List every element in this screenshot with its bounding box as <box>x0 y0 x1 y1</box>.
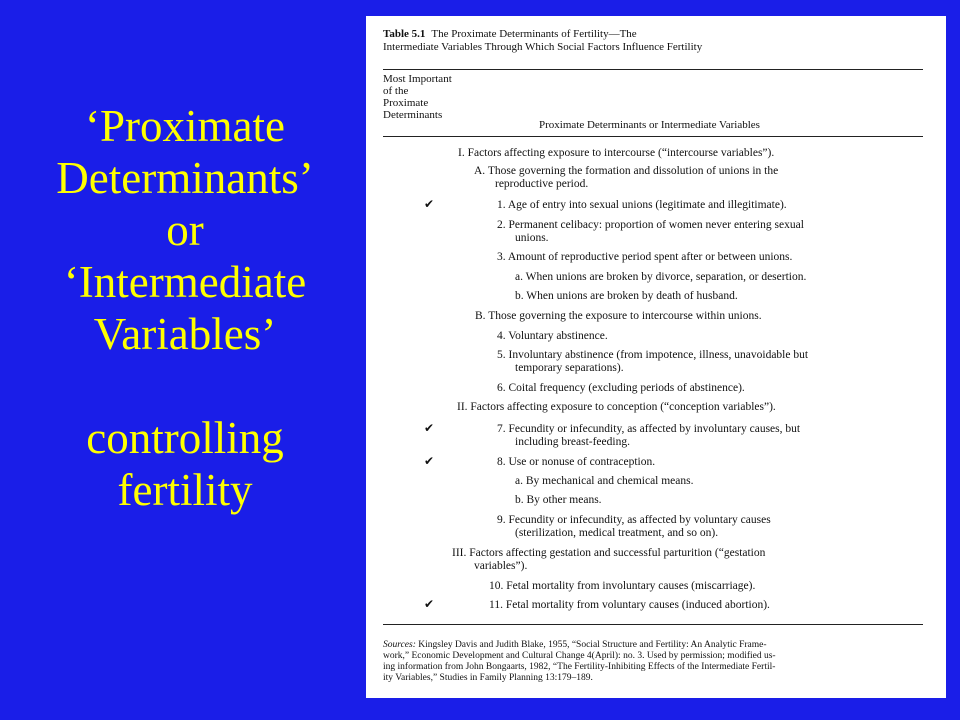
sources-note <box>383 640 931 684</box>
table-row: variables”). <box>474 560 528 572</box>
slide-title <box>0 100 370 516</box>
title-line-4: ‘Intermediate <box>63 257 307 307</box>
table-row: A. Those governing the formation and dissolution of unions in the <box>474 165 779 177</box>
top-rule <box>383 69 923 70</box>
checkmark-icon: ✔ <box>424 454 435 468</box>
table-row: II. Factors affecting exposure to conception (“conception variables”). <box>457 401 776 413</box>
title-line-1: ‘Proximate <box>85 101 285 151</box>
table-row: 7. Fecundity or infecundity, as affected by involuntary causes, but <box>497 423 801 435</box>
checkmark-icon: ✔ <box>424 421 435 435</box>
title-line-3: or <box>166 205 204 255</box>
table-scan <box>366 16 946 698</box>
table-row: 1. Age of entry into sexual unions (legitimate and illegitimate). <box>497 199 787 211</box>
table-row: b. When unions are broken by death of husband. <box>515 290 738 302</box>
sources-label: Sources: <box>383 640 416 650</box>
table-row: B. Those governing the exposure to intercourse within unions. <box>475 310 762 322</box>
table-caption <box>383 28 702 54</box>
table-row: including breast-feeding. <box>515 436 630 448</box>
table-row: 9. Fecundity or infecundity, as affected by voluntary causes <box>497 514 771 526</box>
col1-line-2: of the <box>383 85 409 97</box>
sources-line-2: work,” Economic Development and Cultural Change 4(April): no. 3. Used by permission; modified us- <box>383 651 776 661</box>
table-row: III. Factors affecting gestation and successful parturition (“gestation <box>452 547 766 559</box>
header-rule <box>383 136 923 137</box>
table-row: a. By mechanical and chemical means. <box>515 475 694 487</box>
table-number: Table 5.1 <box>383 28 426 40</box>
sources-line-3: ing information from John Bongaarts, 1982, “The Fertility-Inhibiting Effects of the Intermediate Fertil- <box>383 662 776 672</box>
table-row: unions. <box>515 232 549 244</box>
table-row: 3. Amount of reproductive period spent after or between unions. <box>497 251 793 263</box>
table-row: 10. Fetal mortality from involuntary causes (miscarriage). <box>489 580 756 592</box>
table-row: 8. Use or nonuse of contraception. <box>497 456 656 468</box>
checkmark-icon: ✔ <box>424 197 435 211</box>
caption-line-2: Intermediate Variables Through Which Social Factors Influence Fertility <box>383 41 703 53</box>
column-header-important <box>383 73 452 121</box>
table-row: reproductive period. <box>495 178 589 190</box>
table-row: 11. Fetal mortality from voluntary causes (induced abortion). <box>489 599 770 611</box>
table-row: 5. Involuntary abstinence (from impotence, illness, unavoidable but <box>497 349 809 361</box>
table-row: b. By other means. <box>515 494 602 506</box>
table-row: (sterilization, medical treatment, and so on). <box>515 527 719 539</box>
table-row: temporary separations). <box>515 362 624 374</box>
title-line-6: controlling <box>86 413 284 463</box>
title-line-2: Determinants’ <box>56 153 314 203</box>
checkmark-icon: ✔ <box>424 597 435 611</box>
col1-line-1: Most Important <box>383 73 452 85</box>
sources-line-1: Kingsley Davis and Judith Blake, 1955, “Social Structure and Fertility: An Analytic Frame- <box>418 640 767 650</box>
table-row: 6. Coital frequency (excluding periods of abstinence). <box>497 382 745 394</box>
table-row: I. Factors affecting exposure to intercourse (“intercourse variables”). <box>458 147 775 159</box>
caption-line-1: The Proximate Determinants of Fertility—The <box>431 28 637 40</box>
table-row: 4. Voluntary abstinence. <box>497 330 608 342</box>
table-row: 2. Permanent celibacy: proportion of women never entering sexual <box>497 219 804 231</box>
table-row: a. When unions are broken by divorce, separation, or desertion. <box>515 271 807 283</box>
col1-line-3: Proximate <box>383 97 429 109</box>
title-line-5: Variables’ <box>93 309 277 359</box>
title-line-7: fertility <box>117 465 253 515</box>
title-gap <box>0 360 370 412</box>
sources-line-4: ity Variables,” Studies in Family Planning 13:179–189. <box>383 673 593 683</box>
bottom-rule <box>383 624 923 625</box>
col1-line-4: Determinants <box>383 109 443 121</box>
column-header-determinants: Proximate Determinants or Intermediate Variables <box>539 119 760 131</box>
